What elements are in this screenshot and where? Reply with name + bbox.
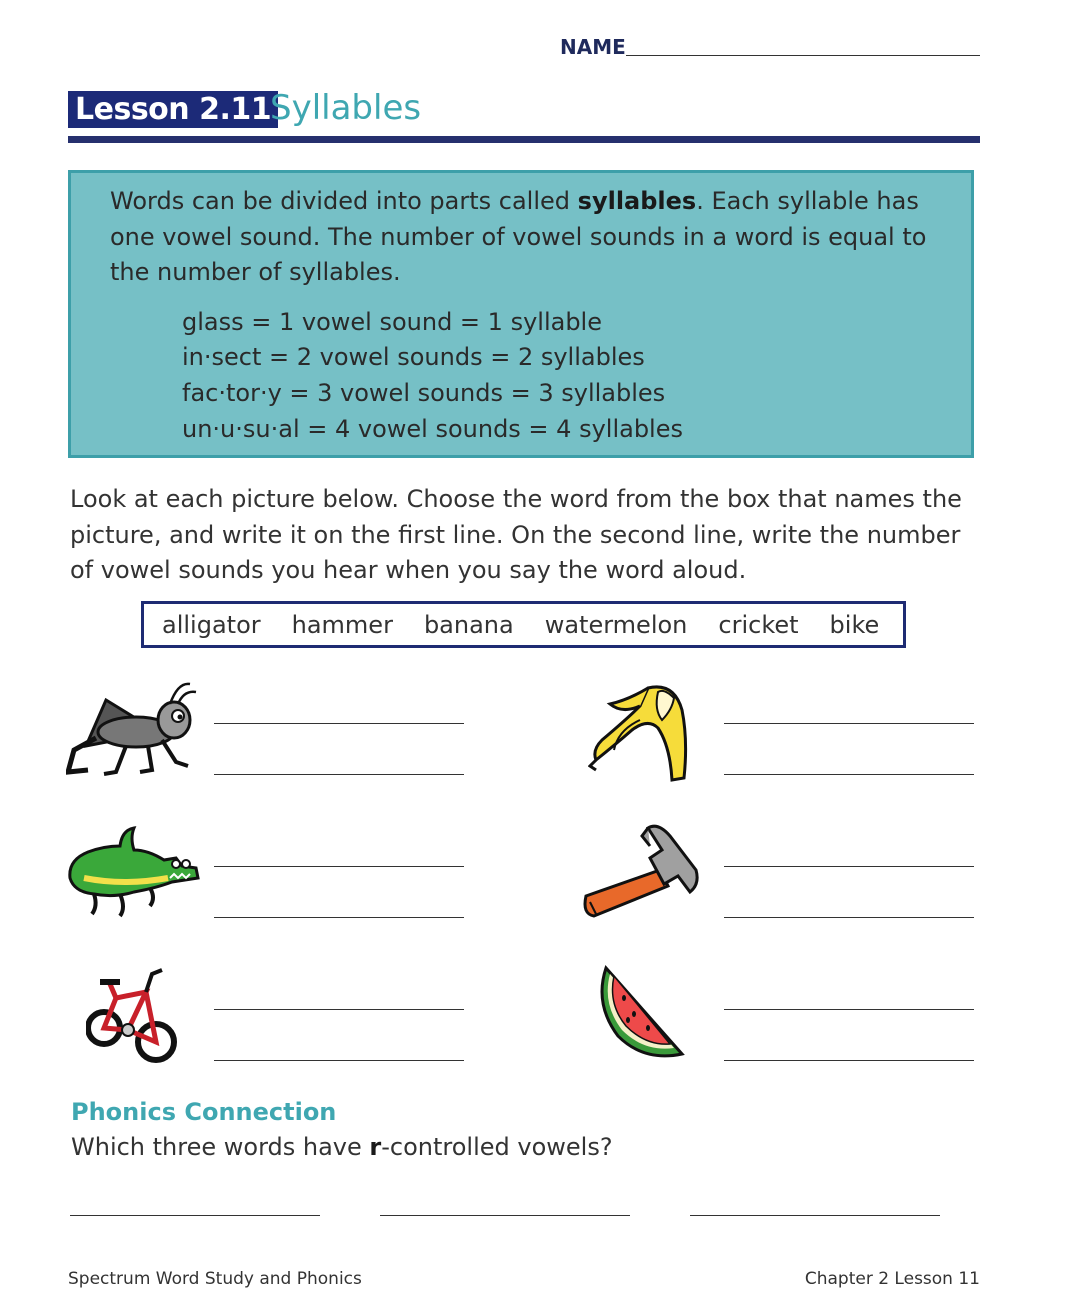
info-intro-bold: syllables [577,187,697,215]
footer-chapter: Chapter 2 Lesson 11 [804,1269,980,1289]
name-label: NAME [560,35,626,59]
answer-line-count[interactable] [724,917,974,918]
phonics-question-bold: r [369,1133,382,1161]
phonics-question-text-end: -controlled vowels? [381,1133,613,1161]
answer-line-count[interactable] [724,1060,974,1061]
answer-line-count[interactable] [724,774,974,775]
word-bank [141,601,906,648]
phonics-question [71,1133,613,1161]
example-line: un·u·su·al = 4 vowel sounds = 4 syllables [182,415,683,443]
phonics-heading: Phonics Connection [71,1098,337,1126]
alligator-icon [64,820,202,920]
name-input-line[interactable] [626,55,980,56]
word-bank-item: bike [829,610,880,639]
word-bank-item: hammer [291,610,393,639]
phonics-answer-line[interactable] [690,1215,940,1216]
answer-line-word[interactable] [214,723,464,724]
hammer-icon [578,822,706,922]
word-bank-item: alligator [162,610,261,639]
example-line: in·sect = 2 vowel sounds = 2 syllables [182,343,645,371]
info-intro-text-end: . Each syllable has one vowel sound. The number of vowel sounds in a word is equal to the number of syllables. [110,187,927,286]
word-bank-item: watermelon [544,610,688,639]
answer-line-count[interactable] [214,917,464,918]
answer-line-count[interactable] [214,774,464,775]
answer-line-word[interactable] [724,1009,974,1010]
banana-icon [588,680,700,786]
example-line: glass = 1 vowel sound = 1 syllable [182,308,602,336]
cricket-icon [66,680,198,780]
directions: Look at each picture below. Choose the word from the box that names the picture, and write it on the first line. On the second line, write the number of vowel sounds you hear when you say the word aloud. [70,485,962,584]
answer-line-word[interactable] [724,866,974,867]
footer-book-title: Spectrum Word Study and Phonics [68,1269,362,1289]
word-bank-item: cricket [718,610,799,639]
info-intro-text: Words can be divided into parts called [110,187,578,215]
title-divider [68,136,980,143]
info-intro [110,184,950,291]
phonics-answer-line[interactable] [70,1215,320,1216]
answer-line-word[interactable] [724,723,974,724]
lesson-badge: Lesson 2.11 [68,91,278,128]
answer-line-word[interactable] [214,866,464,867]
watermelon-icon [592,964,688,1068]
bike-icon [86,962,178,1068]
answer-line-word[interactable] [214,1009,464,1010]
word-bank-item: banana [423,610,514,639]
answer-line-count[interactable] [214,1060,464,1061]
phonics-answer-line[interactable] [380,1215,630,1216]
phonics-question-text: Which three words have [71,1133,370,1161]
example-line: fac·tor·y = 3 vowel sounds = 3 syllables [182,379,666,407]
page-title: Syllables [270,88,422,128]
